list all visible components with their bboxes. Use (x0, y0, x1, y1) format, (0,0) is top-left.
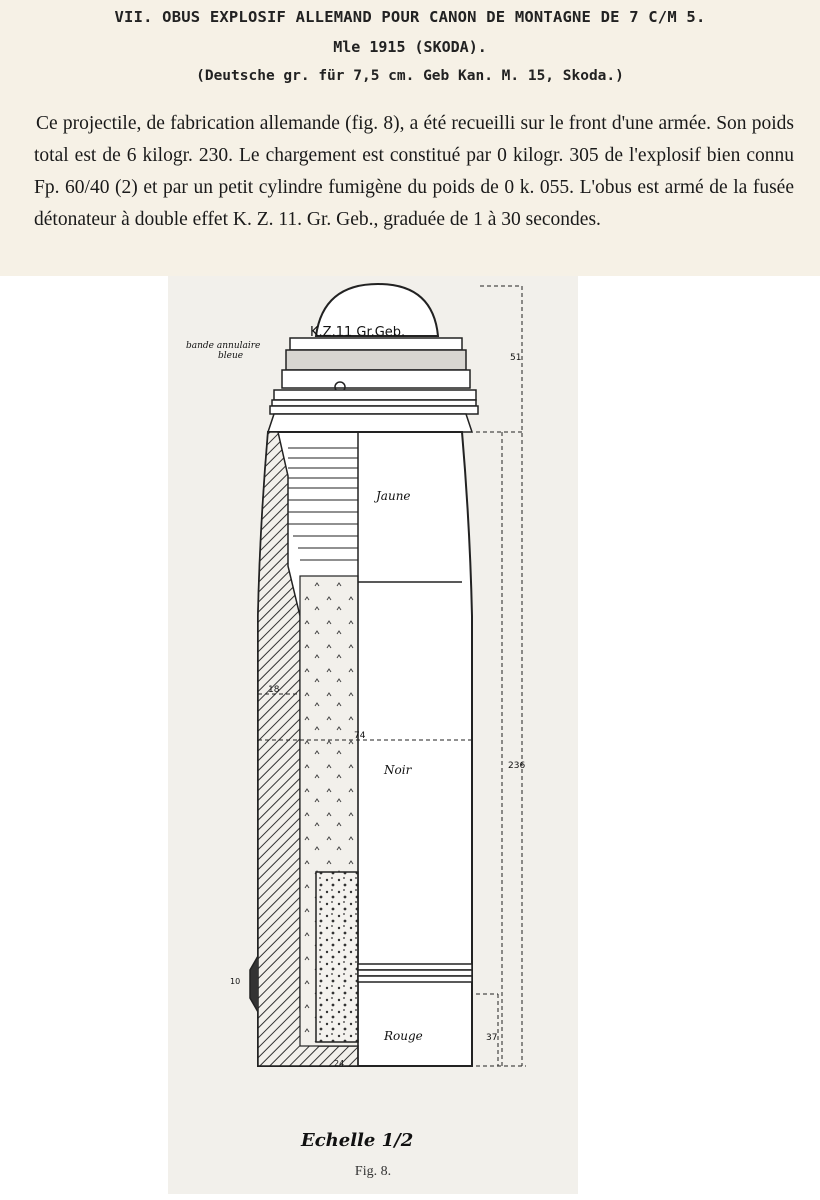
title-line-1: VII. OBUS EXPLOSIF ALLEMAND POUR CANON DE MONTAGNE DE 7 C/M 5. (114, 8, 706, 26)
shell-drawing (168, 276, 578, 1194)
dimension-24: 24 (334, 1059, 345, 1068)
zone-black-label: Noir (384, 763, 412, 777)
band-label-1: bande annulaire (186, 341, 261, 351)
dimension-74: 74 (354, 731, 366, 741)
scale-label: Echelle 1/2 (301, 1130, 414, 1151)
fuse-label: K.Z.11 Gr.Geb. (310, 325, 406, 340)
text-block (0, 0, 820, 276)
zone-red-label: Rouge (384, 1029, 423, 1043)
dimension-18: 18 (268, 685, 280, 695)
figure-block (168, 276, 578, 1194)
band-label-2: bleue (218, 351, 244, 361)
dimension-51: 51 (510, 353, 522, 363)
smoke-cylinder (316, 872, 358, 1042)
fuse (268, 284, 478, 432)
figure-caption: Fig. 8. (354, 1164, 392, 1179)
title-line-3: (Deutsche gr. für 7,5 cm. Geb Kan. M. 15, Skoda.) (196, 68, 624, 84)
dimension-236: 236 (508, 761, 526, 771)
body-paragraph: Ce projectile, de fabrication allemande (fig. 8), a été recueilli sur le front d'une armée. Son poids total est de 6 kilogr. 230. Le chargement est constitué par 0 kilogr. 305 de l'explosif bien connu Fp. 60/40 (2) et par un petit cylindre fumigène du poids de 0 k. 055. L'obus est armé de la fusée détonateur à double effet K. Z. 11. Gr. Geb., graduée de 1 à 30 secondes. (34, 113, 794, 230)
dimension-37: 37 (486, 1033, 498, 1043)
dimension-10: 10 (230, 977, 241, 986)
zone-yellow-label: Jaune (376, 489, 411, 503)
title-line-2: Mle 1915 (SKODA). (333, 38, 487, 56)
